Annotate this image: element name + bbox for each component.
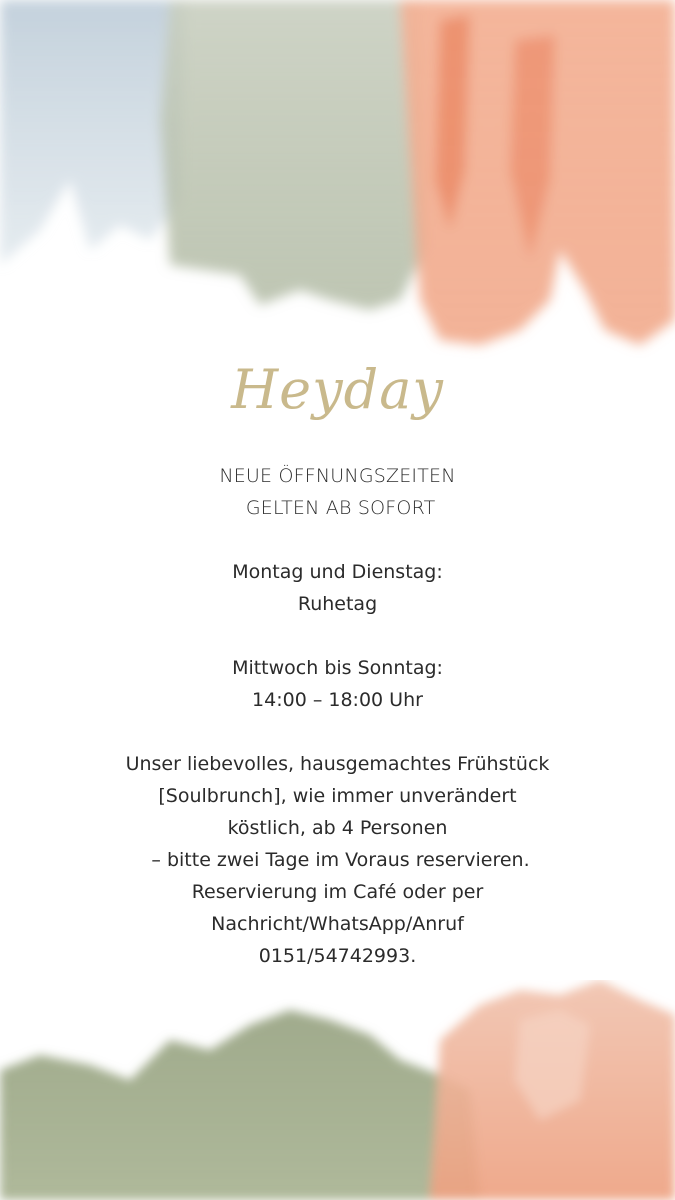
spacer — [0, 716, 675, 748]
brunch-info-line: Reservierung im Café oder per — [191, 881, 484, 903]
brunch-info-line: [Soulbrunch], wie immer unverändert — [158, 785, 517, 807]
watercolor-bottom-decoration — [0, 980, 675, 1200]
hours-days-1: Montag und Dienstag: — [232, 561, 443, 583]
brunch-info-line: Unser liebevolles, hausgemachtes Frühstück — [125, 753, 550, 775]
spacer — [0, 524, 675, 556]
announcement-content — [0, 350, 675, 972]
brunch-info-line: – bitte zwei Tage im Voraus reservieren. — [145, 849, 530, 871]
spacer — [0, 620, 675, 652]
announcement-heading-line-2: GELTEN AB SOFORT — [239, 497, 436, 519]
hours-time-1: Ruhetag — [297, 593, 378, 615]
brunch-info-line: Nachricht/WhatsApp/Anruf — [211, 913, 464, 935]
wash-blue-stroke — [0, 0, 185, 265]
brand-logo: Heyday — [231, 358, 444, 421]
announcement-heading-line-1: NEUE ÖFFNUNGSZEITEN — [219, 465, 456, 487]
watercolor-top-decoration — [0, 0, 675, 360]
hours-days-2: Mittwoch bis Sonntag: — [232, 657, 443, 679]
brunch-info-line: köstlich, ab 4 Personen — [227, 817, 448, 839]
phone-number: 0151/54742993. — [258, 945, 417, 967]
wash-green-stroke — [0, 1010, 480, 1200]
hours-time-2: 14:00 – 18:00 Uhr — [252, 689, 423, 711]
wash-sage-stroke — [160, 0, 425, 310]
